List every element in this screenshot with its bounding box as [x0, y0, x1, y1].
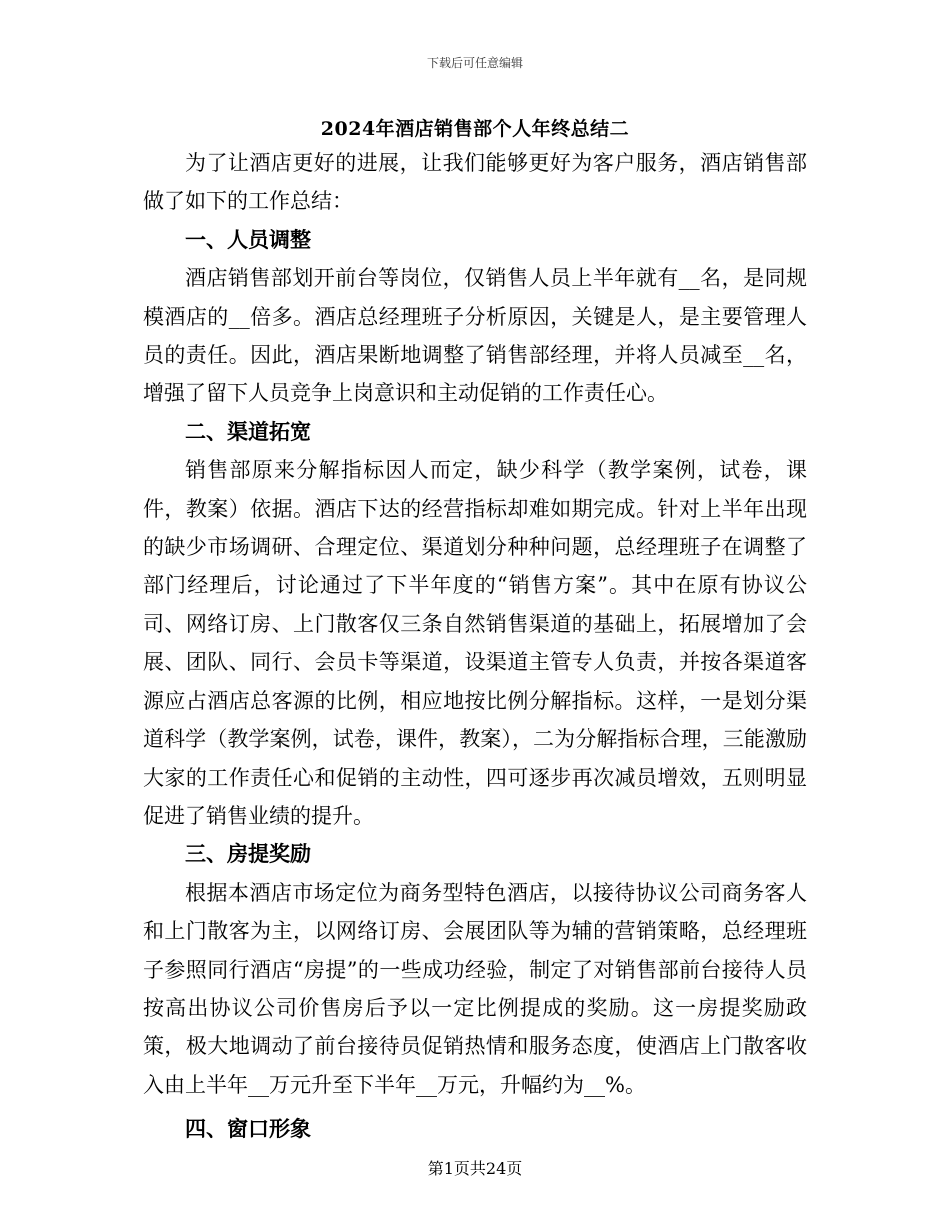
page-header-note: 下载后可任意编辑 — [426, 56, 523, 70]
section-heading-window-image: 四、窗口形象 — [185, 1116, 311, 1142]
section-heading-room-commission: 三、房提奖励 — [185, 841, 311, 867]
section-heading-channels: 二、渠道拓宽 — [185, 418, 311, 444]
section-paragraph-personnel: 酒店销售部划开前台等岗位，仅销售人员上半年就有__名，是同规模酒店的__倍多。酒店总经理班子分析原因，关键是人，是主要管理人员的责任。因此，酒店果断地调整了销售部经理，并将人员减至__名，增强了留下人员竞争上岗意识和主动促销的工作责任心。 — [143, 266, 807, 406]
section-heading-personnel: 一、人员调整 — [185, 226, 311, 252]
document-title: 2024年酒店销售部个人年终总结二 — [320, 118, 630, 140]
section-paragraph-channels: 销售部原来分解指标因人而定，缺少科学（教学案例，试卷，课件，教案）依据。酒店下达的经营指标却难如期完成。针对上半年出现的缺少市场调研、合理定位、渠道划分种种问题，总经理班子在调整了部门经理后，讨论通过了下半年度的“销售方案”。其中在原有协议公司、网络订房、上门散客仅三条自然销售渠道的基础上，拓展增加了会展、团队、同行、会员卡等渠道，设渠道主管专人负责，并按各渠道客源应占酒店总客源的比例，相应地按比例分解指标。这样，一是划分渠道科学（教学案例，试卷，课件，教案），二为分解指标合理，三能激励大家的工作责任心和促销的主动性，四可逐步再次减员增效，五则明显促进了销售业绩的提升。 — [143, 458, 807, 828]
page-footer-number: 第1页共24页 — [427, 1159, 523, 1178]
intro-paragraph: 为了让酒店更好的进展，让我们能够更好为客户服务，酒店销售部做了如下的工作总结： — [143, 151, 807, 214]
document-body — [143, 144, 807, 1149]
section-paragraph-room-commission: 根据本酒店市场定位为商务型特色酒店，以接待协议公司商务客人和上门散客为主，以网络订房、会展团队等为辅的营销策略，总经理班子参照同行酒店“房提”的一些成功经验，制定了对销售部前台接待人员按高出协议公司价售房后予以一定比例提成的奖励。这一房提奖励政策，极大地调动了前台接待员促销热情和服务态度，使酒店上门散客收入由上半年__万元升至下半年__万元，升幅约为__%。 — [143, 880, 807, 1097]
